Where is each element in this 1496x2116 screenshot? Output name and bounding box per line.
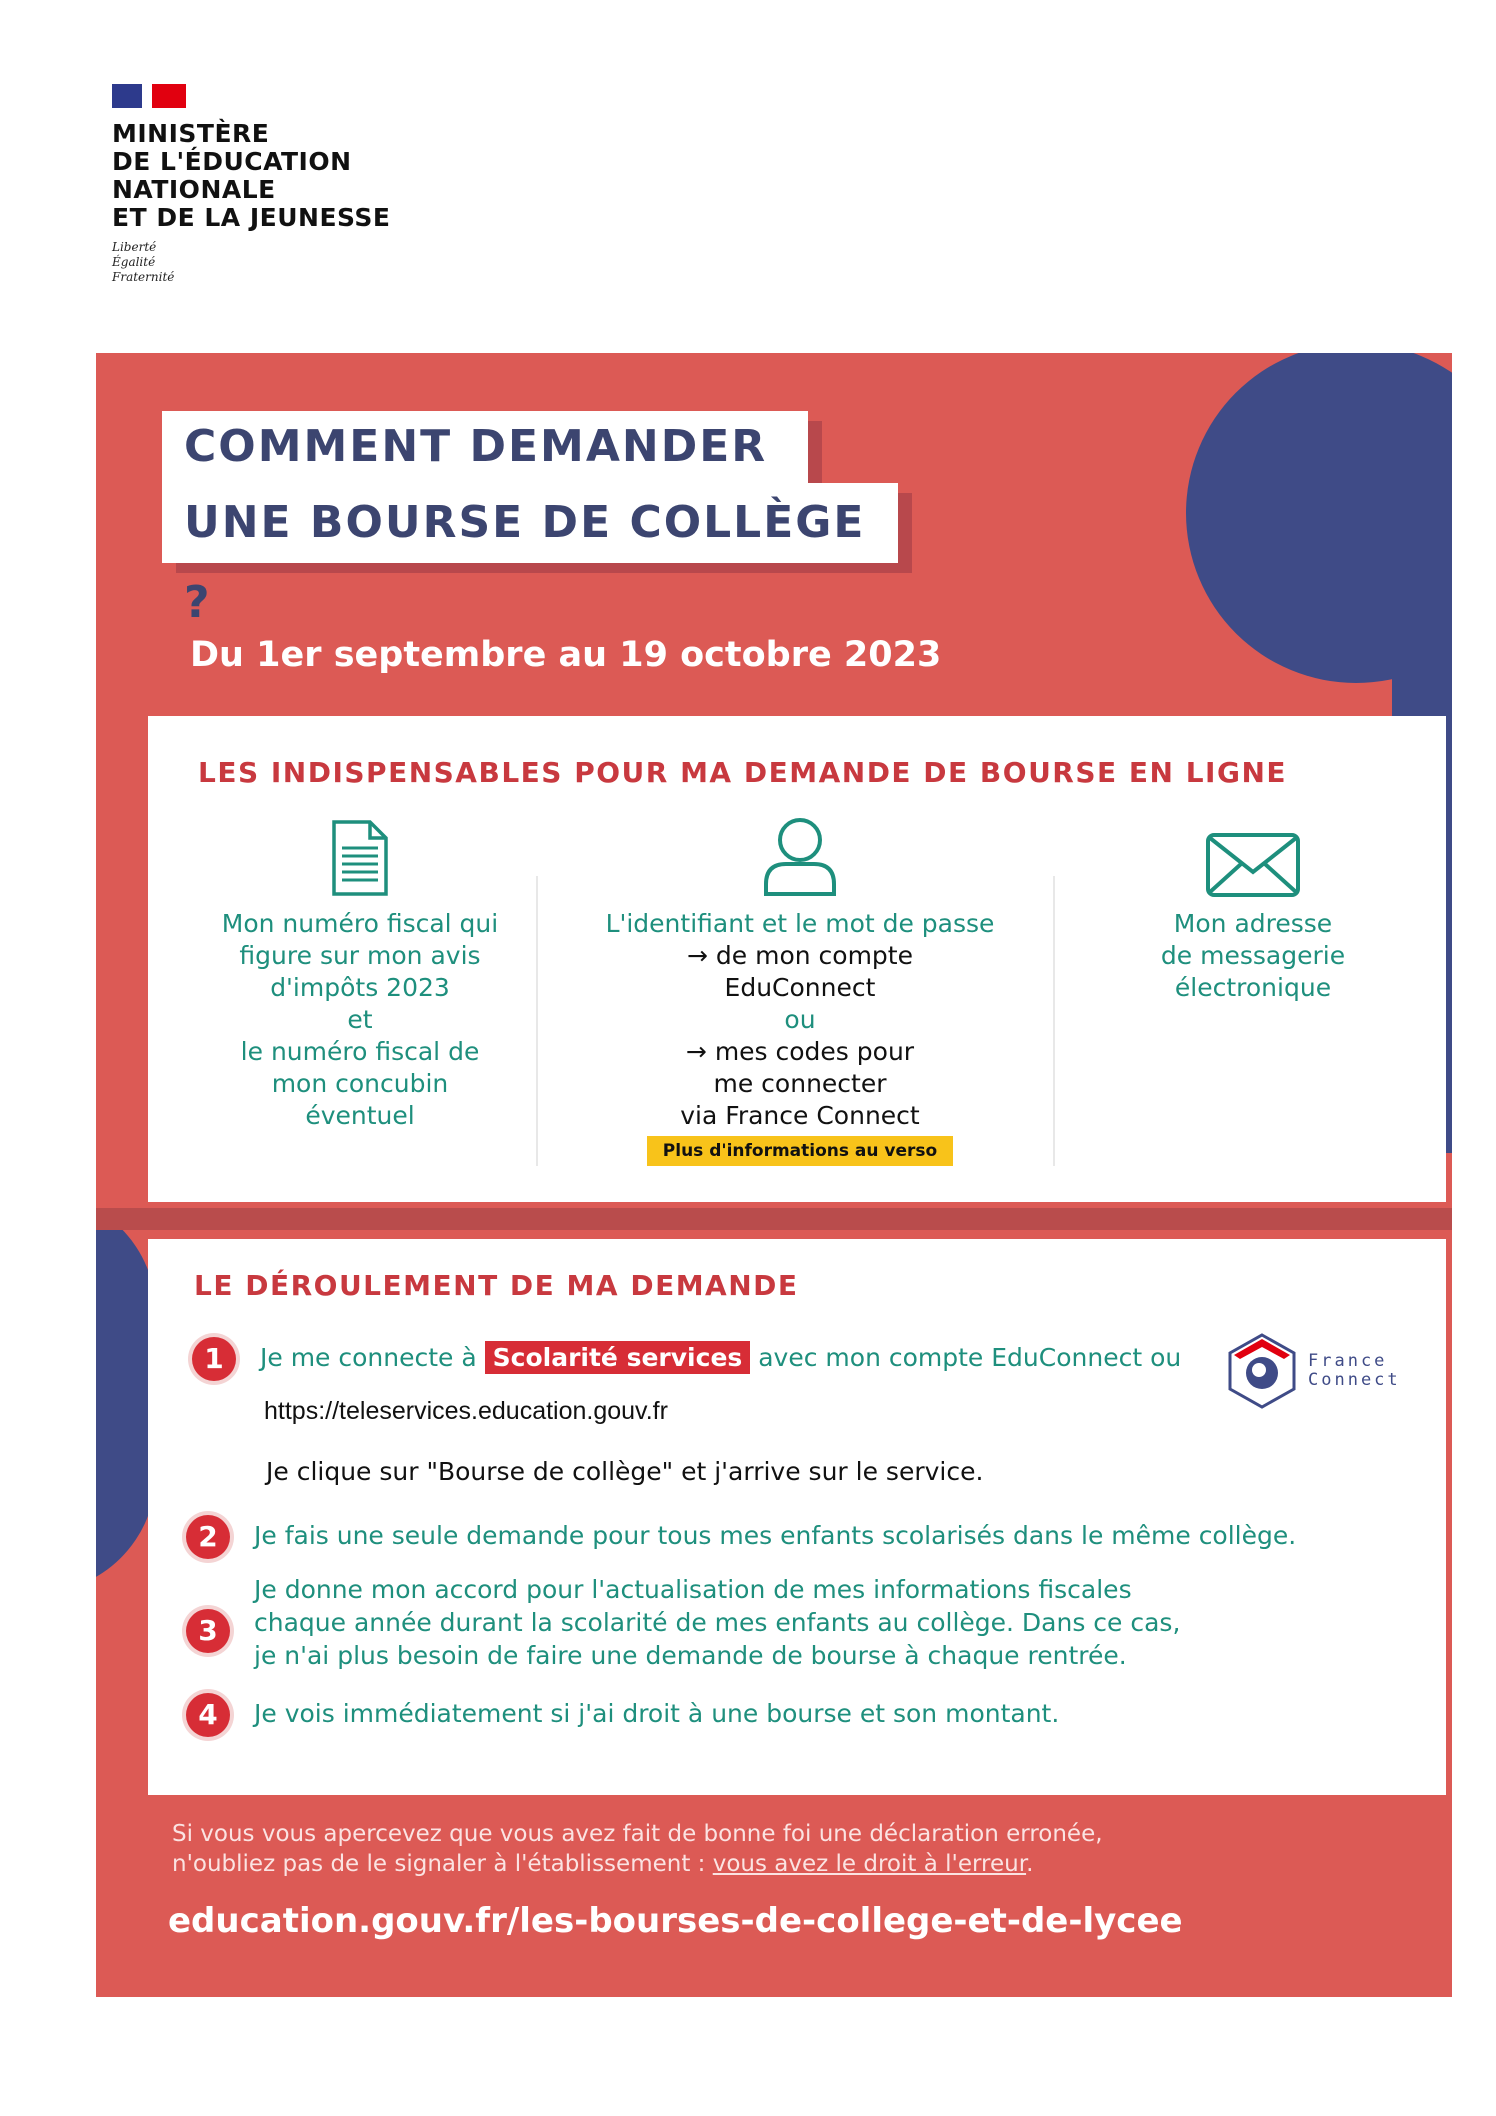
ministry-logo — [112, 84, 391, 285]
france-connect-logo — [1226, 1331, 1401, 1411]
user-icon — [550, 806, 1050, 898]
login-text: EduConnect — [724, 973, 876, 1002]
login-or: ou — [784, 1005, 816, 1034]
france-connect-line: Connect — [1308, 1370, 1401, 1390]
more-info-badge: Plus d'informations au verso — [647, 1136, 953, 1166]
step-number: 1 — [192, 1337, 236, 1381]
ministry-line: ET DE LA JEUNESSE — [112, 203, 391, 232]
fiscal-text: mon concubin — [271, 1069, 449, 1098]
fiscal-text: le numéro fiscal de — [240, 1037, 480, 1066]
indispensables-box — [148, 716, 1446, 1202]
step-number: 4 — [186, 1693, 230, 1737]
france-connect-label — [1308, 1352, 1401, 1390]
motto-line: Liberté — [112, 240, 157, 254]
bourses-url[interactable]: education.gouv.fr/les-bourses-de-college-et-de-lycee — [168, 1901, 1183, 1941]
fiscal-text: Mon numéro fiscal qui — [221, 909, 499, 938]
divider — [536, 876, 538, 1166]
divider — [1053, 876, 1055, 1166]
dates: Du 1er septembre au 19 octobre 2023 — [190, 635, 942, 675]
fiscal-text: d'impôts 2023 — [270, 973, 450, 1002]
title-line-1: COMMENT DEMANDER — [162, 411, 808, 483]
ministry-line: MINISTÈRE — [112, 119, 270, 148]
france-connect-line: France — [1308, 1351, 1388, 1371]
step-number: 2 — [186, 1515, 230, 1559]
login-text: L'identifiant et le mot de passe — [605, 909, 995, 938]
motto — [112, 240, 391, 285]
footer-note-text: n'oubliez pas de le signaler à l'établissement : — [172, 1851, 706, 1877]
france-connect-icon — [1226, 1331, 1298, 1411]
step-1-text — [260, 1341, 1181, 1374]
motto-line: Fraternité — [112, 270, 175, 284]
step-3-line: Je donne mon accord pour l'actualisation de mes informations fiscales — [254, 1575, 1132, 1604]
indispensables-heading: LES INDISPENSABLES POUR MA DEMANDE DE BOURSE EN LIGNE — [198, 756, 1288, 789]
fiscal-number-column — [190, 806, 530, 1132]
fiscal-text: et — [347, 1005, 373, 1034]
step-1-before: Je me connecte à — [260, 1343, 477, 1372]
login-text: via France Connect — [680, 1101, 920, 1130]
deroulement-heading: LE DÉROULEMENT DE MA DEMANDE — [194, 1269, 799, 1302]
login-text: me connecter — [713, 1069, 887, 1098]
step-3-line: je n'ai plus besoin de faire une demande de bourse à chaque rentrée. — [254, 1641, 1127, 1670]
ministry-line: DE L'ÉDUCATION — [112, 147, 352, 176]
login-column — [550, 806, 1050, 1166]
scolarite-services-chip: Scolarité services — [485, 1341, 751, 1374]
document-icon — [190, 806, 530, 898]
envelope-icon — [1073, 806, 1433, 898]
step-number: 3 — [186, 1609, 230, 1653]
deroulement-box — [148, 1239, 1446, 1795]
motto-line: Égalité — [112, 255, 156, 269]
footer-note-line — [172, 1849, 1103, 1879]
decor-half-circle — [96, 1193, 156, 1593]
fiscal-text: éventuel — [305, 1101, 415, 1130]
step-2-text: Je fais une seule demande pour tous mes enfants scolarisés dans le même collège. — [254, 1521, 1297, 1550]
step-4-text: Je vois immédiatement si j'ai droit à une bourse et son montant. — [254, 1699, 1060, 1728]
email-text: de messagerie — [1160, 941, 1346, 970]
email-text: électronique — [1174, 973, 1332, 1002]
teleservices-url: https://teleservices.education.gouv.fr — [264, 1397, 668, 1425]
email-column — [1073, 806, 1433, 1004]
fiscal-text: figure sur mon avis — [239, 941, 481, 970]
login-arrow-text: → mes codes pour — [685, 1037, 915, 1066]
footer-note-line: Si vous vous apercevez que vous avez fait de bonne foi une déclaration erronée, — [172, 1821, 1103, 1847]
ministry-name — [112, 120, 391, 232]
droit-erreur-link[interactable]: vous avez le droit à l'erreur — [712, 1851, 1027, 1877]
footer-note-end: . — [1026, 1851, 1034, 1877]
login-arrow-text: → de mon compte — [687, 941, 913, 970]
step-1-click-text: Je clique sur "Bourse de collège" et j'arrive sur le service. — [266, 1457, 984, 1486]
step-3-line: chaque année durant la scolarité de mes enfants au collège. Dans ce cas, — [254, 1608, 1181, 1637]
decor-stripe — [96, 1208, 1452, 1230]
step-1-after: avec mon compte EduConnect ou — [758, 1343, 1182, 1372]
footer-note — [172, 1819, 1103, 1879]
step-3-text — [254, 1573, 1180, 1672]
poster — [96, 353, 1452, 1997]
marianne-flag-icon — [112, 84, 391, 108]
title-line-2: UNE BOURSE DE COLLÈGE ? — [162, 483, 898, 563]
ministry-line: NATIONALE — [112, 175, 276, 204]
email-text: Mon adresse — [1173, 909, 1333, 938]
